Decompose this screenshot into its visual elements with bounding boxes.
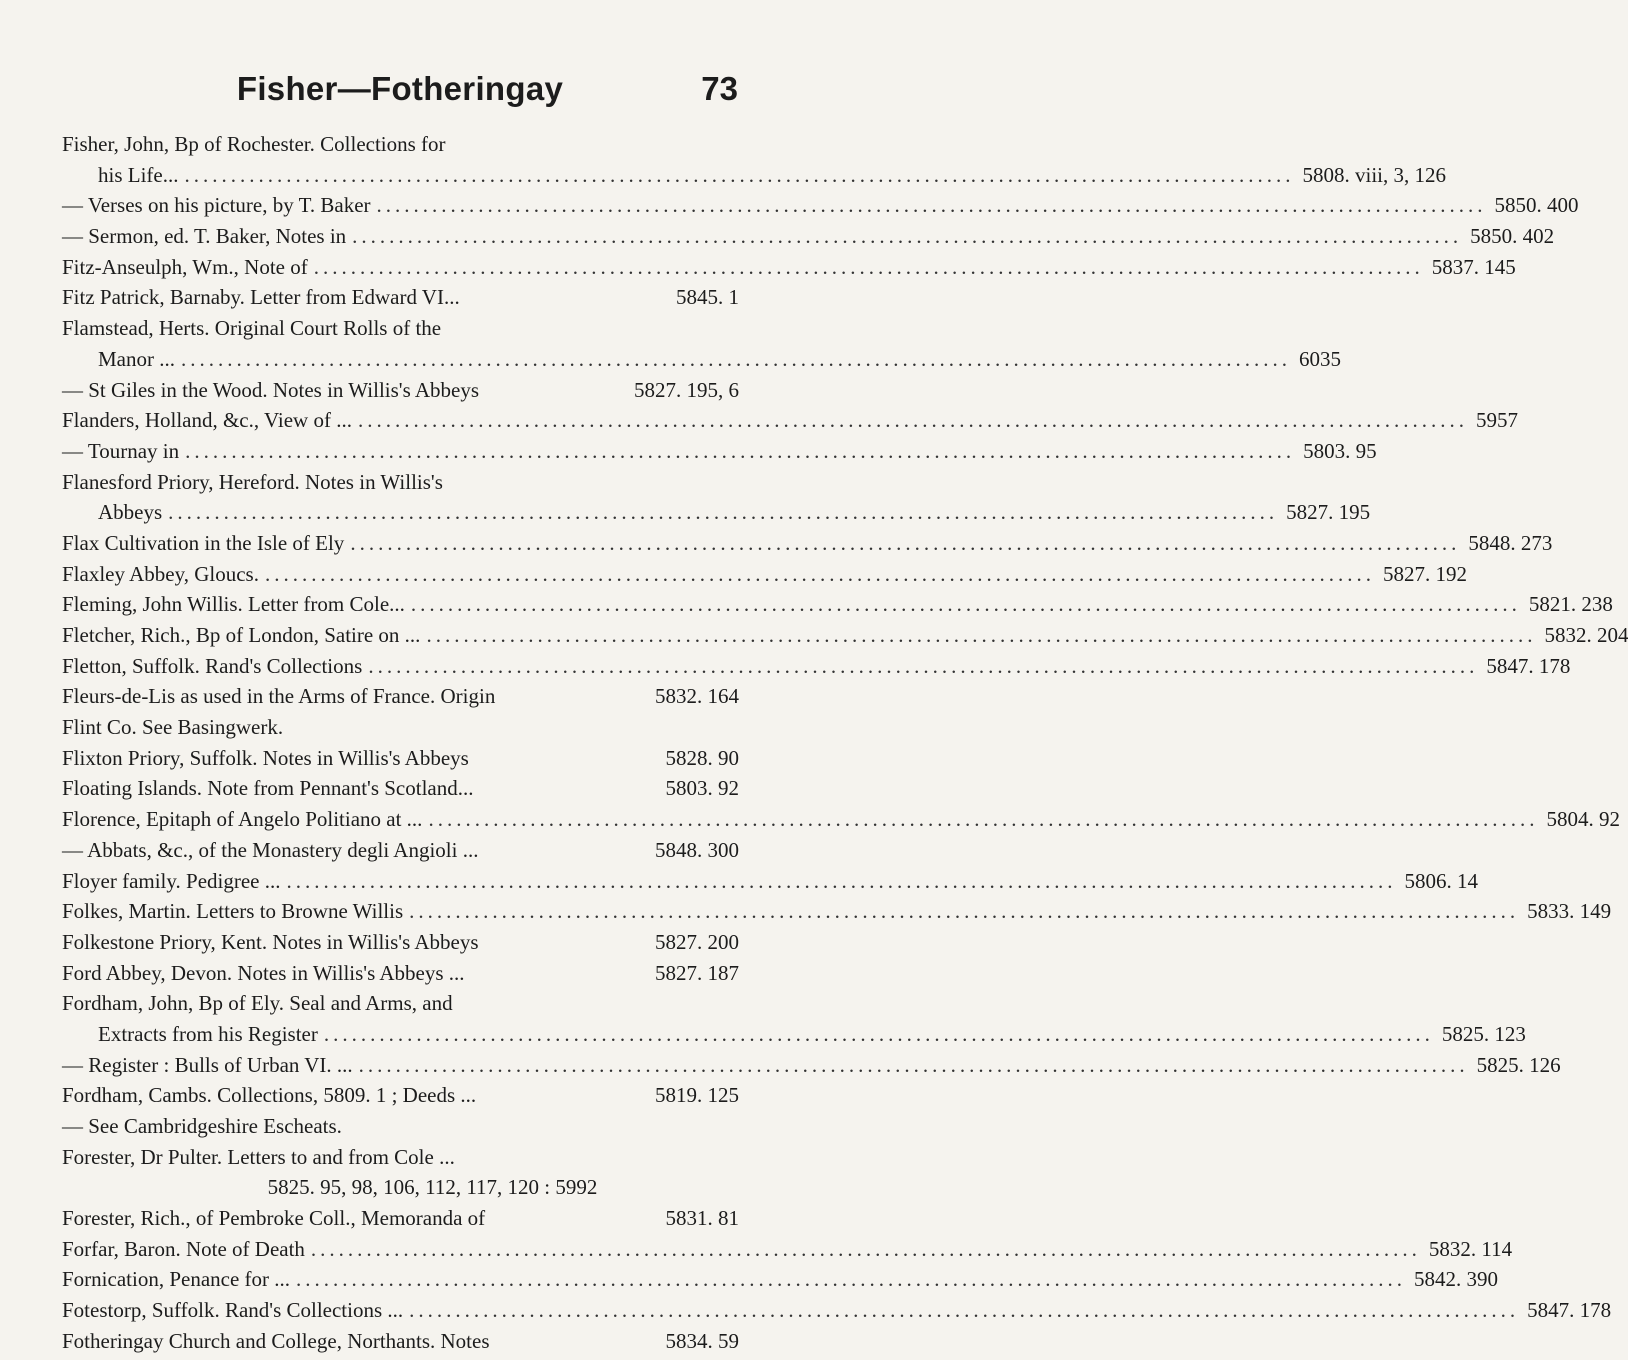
index-entry bbox=[62, 1142, 739, 1173]
entry-text: Manor ... bbox=[98, 346, 175, 371]
index-entry bbox=[62, 866, 1479, 897]
entry-text: — See Cambridgeshire Escheats. bbox=[62, 1114, 342, 1138]
entry-text: Fordham, John, Bp of Ely. Seal and Arms, and bbox=[62, 991, 453, 1016]
entry-text: — Sermon, ed. T. Baker, Notes in bbox=[62, 224, 347, 249]
entry-reference: 5850. 402 bbox=[1470, 224, 1555, 249]
entry-text: — Tournay in bbox=[62, 438, 180, 463]
leader-dots: ........................................................................................................................ bbox=[409, 1298, 1520, 1323]
entry-reference: 5827. 192 bbox=[1382, 561, 1467, 586]
entry-reference: 5827. 187 bbox=[655, 960, 739, 985]
leader-dots: ........................................................................................................................ bbox=[313, 254, 1424, 279]
index-entry bbox=[62, 313, 739, 344]
entry-text: Flax Cultivation in the Isle of Ely bbox=[62, 530, 345, 555]
entry-reference: 5848. 273 bbox=[1468, 530, 1553, 555]
index-entry bbox=[62, 681, 739, 712]
entry-text: Fordham, Cambs. Collections, 5809. 1 ; Deeds ... bbox=[62, 1083, 477, 1108]
entry-reference: 6035 bbox=[1299, 346, 1341, 371]
entry-text: Flamstead, Herts. Original Court Rolls of the bbox=[62, 316, 442, 341]
leader-dots: ........................................................................................................................ bbox=[310, 1236, 1421, 1261]
index-entry bbox=[62, 559, 1467, 590]
index-entry bbox=[62, 620, 1628, 651]
index-entry bbox=[62, 1264, 1499, 1295]
entry-text: Forester, Rich., of Pembroke Coll., Memoranda of bbox=[62, 1206, 486, 1231]
entry-text: Fotestorp, Suffolk. Rand's Collections ... bbox=[62, 1298, 404, 1323]
leader-dots: ........................................................................................................................ bbox=[350, 530, 1461, 555]
entry-reference: 5832. 164 bbox=[655, 684, 739, 709]
entry-text: Forester, Dr Pulter. Letters to and from Cole ... bbox=[62, 1144, 455, 1169]
entry-text: Forfar, Baron. Note of Death bbox=[62, 1236, 305, 1261]
page-title: Fisher—Fotheringay bbox=[236, 70, 564, 107]
entry-reference: 5806. 14 bbox=[1404, 868, 1479, 893]
entry-reference: 5821. 238 bbox=[1528, 592, 1613, 617]
entry-text: — Abbats, &c., of the Monastery degli Angioli ... bbox=[62, 837, 479, 862]
entry-reference: 5832. 114 bbox=[1428, 1236, 1513, 1261]
leader-dots: ........................................................................................................................ bbox=[357, 408, 1468, 433]
entry-reference: 5827. 195, 6 bbox=[634, 377, 739, 402]
index-entry bbox=[62, 743, 739, 774]
index-entry bbox=[62, 1050, 1561, 1081]
index-entry bbox=[62, 804, 1620, 835]
index-entry bbox=[62, 467, 739, 498]
entry-text: Flixton Priory, Suffolk. Notes in Willis's Abbeys bbox=[62, 745, 469, 770]
entry-reference: 5957 bbox=[1475, 408, 1518, 433]
index-entry bbox=[62, 1234, 1513, 1265]
index-entry bbox=[62, 436, 1377, 467]
index-entry bbox=[62, 405, 1518, 436]
entry-reference: 5834. 59 bbox=[665, 1328, 739, 1353]
entry-reference: 5803. 92 bbox=[665, 776, 739, 801]
index-entry bbox=[62, 896, 1612, 927]
running-header bbox=[0, 70, 800, 120]
index-entry bbox=[62, 927, 739, 958]
index-entry bbox=[62, 1080, 739, 1111]
entry-reference: 5827. 195 bbox=[1286, 500, 1371, 525]
index-entry bbox=[62, 589, 1613, 620]
entry-text: Fleming, John Willis. Letter from Cole... bbox=[62, 592, 405, 617]
entry-text: Flanders, Holland, &c., View of ... bbox=[62, 408, 352, 433]
leader-dots: ........................................................................................................................ bbox=[264, 561, 1375, 586]
index-entry bbox=[62, 252, 1516, 283]
leader-dots: ........................................................................................................................ bbox=[185, 438, 1296, 463]
entry-text: — St Giles in the Wood. Notes in Willis's Abbeys bbox=[62, 377, 479, 402]
index-entry bbox=[62, 497, 1371, 528]
leader-dots: ........................................................................................................................ bbox=[368, 653, 1479, 678]
index-entry bbox=[62, 282, 739, 313]
entry-reference: 5847. 178 bbox=[1486, 653, 1571, 678]
leader-dots: ........................................................................................................................ bbox=[296, 1267, 1407, 1292]
entry-reference: 5831. 81 bbox=[665, 1206, 739, 1231]
entry-reference: 5828. 90 bbox=[665, 745, 739, 770]
entry-text: — Register : Bulls of Urban VI. ... bbox=[62, 1052, 353, 1077]
index-entry bbox=[62, 129, 739, 160]
entry-text: Fleurs-de-Lis as used in the Arms of France. Origin bbox=[62, 684, 496, 709]
index-entry bbox=[62, 1019, 1526, 1050]
entry-text: Ford Abbey, Devon. Notes in Willis's Abbeys ... bbox=[62, 960, 465, 985]
entry-text: Fisher, John, Bp of Rochester. Collections for bbox=[62, 132, 446, 156]
index-entry bbox=[62, 375, 739, 406]
entry-reference: 5819. 125 bbox=[655, 1083, 739, 1108]
entry-reference: 5833. 149 bbox=[1527, 899, 1612, 924]
leader-dots: ........................................................................................................................ bbox=[428, 807, 1539, 832]
index-entry bbox=[62, 988, 739, 1019]
index-entry bbox=[62, 712, 739, 743]
leader-dots: ........................................................................................................................ bbox=[181, 346, 1291, 371]
entry-text: Floating Islands. Note from Pennant's Scotland... bbox=[62, 776, 474, 801]
entry-text: Fitz-Anseulph, Wm., Note of bbox=[62, 254, 308, 279]
leader-dots: ........................................................................................................................ bbox=[168, 500, 1279, 525]
index-entry bbox=[62, 528, 1553, 559]
entry-reference: 5825. 123 bbox=[1441, 1021, 1526, 1046]
leader-dots: ........................................................................................................................ bbox=[409, 899, 1520, 924]
leader-dots: ........................................................................................................................ bbox=[184, 162, 1295, 187]
leader-dots: ........................................................................................................................ bbox=[323, 1021, 1434, 1046]
entry-reference: 5832. 204 bbox=[1544, 623, 1628, 647]
entry-reference: 5808. viii, 3, 126 bbox=[1302, 162, 1446, 187]
entry-text: his Life... bbox=[98, 162, 179, 187]
index-entry bbox=[62, 221, 1555, 252]
leader-dots: ........................................................................................................................ bbox=[410, 592, 1521, 617]
entry-text: Folkes, Martin. Letters to Browne Willis bbox=[62, 899, 404, 924]
entry-reference: 5850. 400 bbox=[1494, 193, 1579, 218]
entry-text: Folkestone Priory, Kent. Notes in Willis's Abbeys bbox=[62, 929, 479, 954]
entry-reference: 5825. 126 bbox=[1476, 1052, 1561, 1077]
index-entry bbox=[62, 190, 1579, 221]
index-entry bbox=[62, 1295, 1612, 1326]
leader-dots: ........................................................................................................................ bbox=[376, 193, 1487, 218]
index-entry bbox=[62, 344, 1341, 375]
entry-reference: 5848. 300 bbox=[655, 837, 739, 862]
entry-text: — Verses on his picture, by T. Baker bbox=[62, 193, 371, 218]
entry-reference: 5842. 390 bbox=[1414, 1267, 1499, 1292]
index-entry bbox=[62, 958, 739, 989]
entry-text: Extracts from his Register bbox=[98, 1021, 318, 1046]
entry-reference: 5803. 95 bbox=[1303, 438, 1377, 463]
index-entry bbox=[62, 835, 739, 866]
entry-text: Flint Co. See Basingwerk. bbox=[62, 715, 284, 740]
index-entry bbox=[62, 1203, 739, 1234]
leader-dots: ........................................................................................................................ bbox=[286, 868, 1397, 893]
entry-text: Abbeys bbox=[98, 500, 163, 525]
index-entry bbox=[62, 651, 1571, 682]
entry-text: Fornication, Penance for ... bbox=[62, 1267, 291, 1292]
leader-dots: ........................................................................................................................ bbox=[426, 623, 1537, 647]
entry-text: Flanesford Priory, Hereford. Notes in Willis's bbox=[62, 469, 443, 494]
entry-reference: 5804. 92 bbox=[1546, 807, 1620, 832]
entry-reference: 5837. 145 bbox=[1431, 254, 1516, 279]
index-entry bbox=[62, 1111, 739, 1142]
entry-text: Fotheringay Church and College, Northants. Notes bbox=[62, 1328, 490, 1353]
entry-text: Flaxley Abbey, Gloucs. bbox=[62, 561, 259, 586]
entry-reference: 5827. 200 bbox=[655, 929, 739, 954]
index-entry bbox=[62, 160, 1446, 191]
entry-text: Fletcher, Rich., Bp of London, Satire on ... bbox=[62, 623, 421, 647]
index-entry bbox=[62, 1172, 739, 1203]
entry-text: Floyer family. Pedigree ... bbox=[62, 868, 281, 893]
entry-text: 5825. 95, 98, 106, 112, 117, 120 : 5992 bbox=[267, 1175, 598, 1200]
leader-dots: ........................................................................................................................ bbox=[358, 1052, 1469, 1077]
entry-text: Florence, Epitaph of Angelo Politiano at ... bbox=[62, 807, 423, 832]
leader-dots: ........................................................................................................................ bbox=[352, 224, 1463, 249]
entry-text: Fitz Patrick, Barnaby. Letter from Edward VI... bbox=[62, 285, 460, 310]
page-number: 73 bbox=[701, 70, 738, 107]
index-entry bbox=[62, 773, 739, 804]
index-entries bbox=[62, 129, 1628, 1357]
entry-text: Fletton, Suffolk. Rand's Collections bbox=[62, 653, 363, 678]
index-entry bbox=[62, 1326, 739, 1357]
entry-reference: 5845. 1 bbox=[676, 285, 739, 310]
entry-reference: 5847. 178 bbox=[1527, 1298, 1612, 1323]
